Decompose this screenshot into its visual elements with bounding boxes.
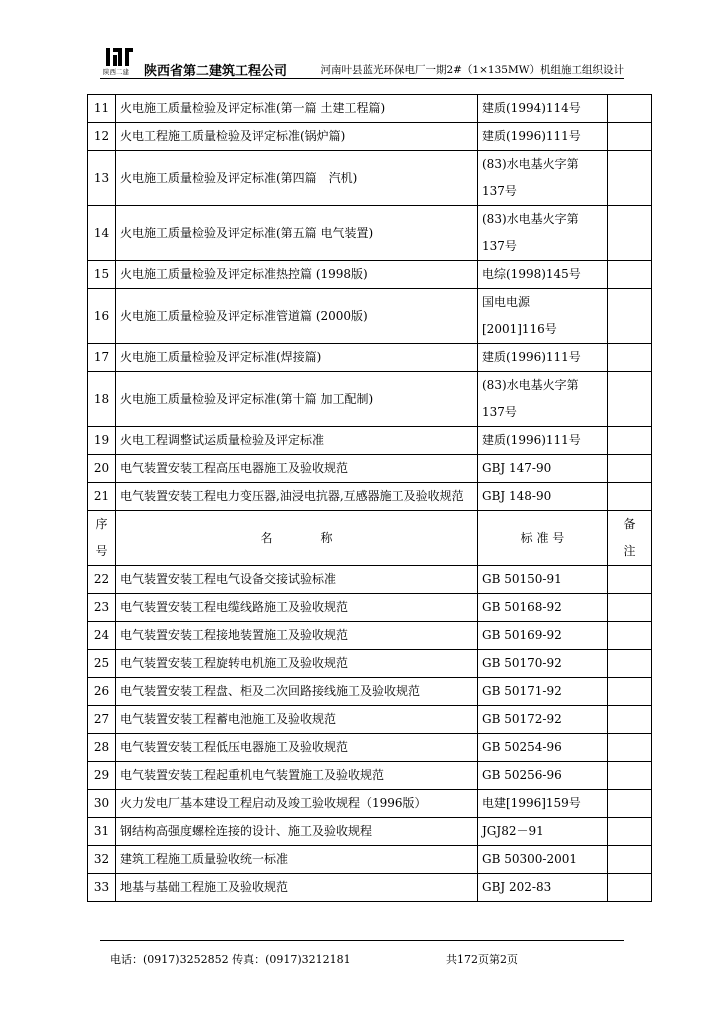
standard-code: GB 50169-92 bbox=[478, 622, 608, 650]
table-row bbox=[88, 261, 652, 289]
standard-code: 国电电源 [2001]116号 bbox=[478, 289, 608, 344]
standard-name: 建筑工程施工质量验收统一标准 bbox=[116, 846, 478, 874]
row-number: 11 bbox=[88, 95, 116, 123]
table-row bbox=[88, 455, 652, 483]
company-logo bbox=[102, 46, 138, 76]
standard-code: 建质(1994)114号 bbox=[478, 95, 608, 123]
standard-name: 电气装置安装工程电气设备交接试验标准 bbox=[116, 566, 478, 594]
remark-cell bbox=[608, 706, 652, 734]
footer-page-number: 共172页第2页 bbox=[446, 953, 518, 966]
table-row bbox=[88, 678, 652, 706]
standard-code: GB 50171-92 bbox=[478, 678, 608, 706]
standard-code: JGJ82－91 bbox=[478, 818, 608, 846]
remark-cell bbox=[608, 261, 652, 289]
standard-name: 电气装置安装工程蓄电池施工及验收规范 bbox=[116, 706, 478, 734]
standard-name: 电气装置安装工程电力变压器,油浸电抗器,互感器施工及验收规范 bbox=[116, 483, 478, 511]
standard-name: 火电工程施工质量检验及评定标准(锅炉篇) bbox=[116, 123, 478, 151]
row-number: 32 bbox=[88, 846, 116, 874]
standard-code: GBJ 147-90 bbox=[478, 455, 608, 483]
standard-code: 建质(1996)111号 bbox=[478, 344, 608, 372]
standard-code: 建质(1996)111号 bbox=[478, 427, 608, 455]
standard-name: 火电施工质量检验及评定标准(第十篇 加工配制) bbox=[116, 372, 478, 427]
remark-cell bbox=[608, 734, 652, 762]
header-std: 标 准 号 bbox=[478, 511, 608, 566]
standard-name: 火电施工质量检验及评定标准管道篇 (2000版) bbox=[116, 289, 478, 344]
row-number: 21 bbox=[88, 483, 116, 511]
table-row bbox=[88, 151, 652, 206]
remark-cell bbox=[608, 594, 652, 622]
table-row bbox=[88, 427, 652, 455]
remark-cell bbox=[608, 151, 652, 206]
standard-name: 火力发电厂基本建设工程启动及竣工验收规程（1996版） bbox=[116, 790, 478, 818]
table-row bbox=[88, 790, 652, 818]
standard-name: 火电施工质量检验及评定标准(第五篇 电气装置) bbox=[116, 206, 478, 261]
row-number: 12 bbox=[88, 123, 116, 151]
standard-name: 火电施工质量检验及评定标准(第一篇 土建工程篇) bbox=[116, 95, 478, 123]
standard-code: (83)水电基火字第 137号 bbox=[478, 206, 608, 261]
row-number: 18 bbox=[88, 372, 116, 427]
standard-name: 火电工程调整试运质量检验及评定标准 bbox=[116, 427, 478, 455]
table-row bbox=[88, 622, 652, 650]
standard-name: 电气装置安装工程旋转电机施工及验收规范 bbox=[116, 650, 478, 678]
remark-cell bbox=[608, 344, 652, 372]
table-header-row bbox=[88, 511, 652, 566]
company-name: 陕西省第二建筑工程公司 bbox=[144, 64, 288, 79]
table-row bbox=[88, 650, 652, 678]
standard-name: 电气装置安装工程电缆线路施工及验收规范 bbox=[116, 594, 478, 622]
remark-cell bbox=[608, 874, 652, 902]
row-number: 19 bbox=[88, 427, 116, 455]
row-number: 28 bbox=[88, 734, 116, 762]
remark-cell bbox=[608, 289, 652, 344]
row-number: 31 bbox=[88, 818, 116, 846]
remark-cell bbox=[608, 678, 652, 706]
remark-cell bbox=[608, 650, 652, 678]
table-row bbox=[88, 123, 652, 151]
remark-cell bbox=[608, 846, 652, 874]
row-number: 16 bbox=[88, 289, 116, 344]
standard-code: (83)水电基火字第 137号 bbox=[478, 372, 608, 427]
footer-rule bbox=[100, 940, 624, 941]
logo-text: 陕西二建 bbox=[103, 68, 129, 76]
standard-name: 钢结构高强度螺栓连接的设计、施工及验收规程 bbox=[116, 818, 478, 846]
standard-code: GB 50172-92 bbox=[478, 706, 608, 734]
standard-name: 电气装置安装工程接地装置施工及验收规范 bbox=[116, 622, 478, 650]
standard-name: 电气装置安装工程低压电器施工及验收规范 bbox=[116, 734, 478, 762]
row-number: 17 bbox=[88, 344, 116, 372]
remark-cell bbox=[608, 566, 652, 594]
standards-table bbox=[87, 94, 652, 902]
remark-cell bbox=[608, 622, 652, 650]
table-row bbox=[88, 874, 652, 902]
standard-code: 建质(1996)111号 bbox=[478, 123, 608, 151]
standards-rows-part-1 bbox=[88, 95, 652, 511]
standard-name: 电气装置安装工程盘、柜及二次回路接线施工及验收规范 bbox=[116, 678, 478, 706]
table-row bbox=[88, 818, 652, 846]
table-row bbox=[88, 762, 652, 790]
row-number: 29 bbox=[88, 762, 116, 790]
table-row bbox=[88, 566, 652, 594]
row-number: 15 bbox=[88, 261, 116, 289]
remark-cell bbox=[608, 206, 652, 261]
page-header bbox=[100, 42, 624, 78]
table-row bbox=[88, 846, 652, 874]
remark-cell bbox=[608, 427, 652, 455]
table-row bbox=[88, 706, 652, 734]
standard-name: 火电施工质量检验及评定标准(焊接篇) bbox=[116, 344, 478, 372]
standard-name: 地基与基础工程施工及验收规范 bbox=[116, 874, 478, 902]
project-title: 河南叶县蓝光环保电厂一期2#（1×135MW）机组施工组织设计 bbox=[320, 64, 624, 76]
standard-code: GB 50254-96 bbox=[478, 734, 608, 762]
row-number: 24 bbox=[88, 622, 116, 650]
standard-code: 电综(1998)145号 bbox=[478, 261, 608, 289]
table-row bbox=[88, 344, 652, 372]
table-row bbox=[88, 206, 652, 261]
row-number: 30 bbox=[88, 790, 116, 818]
row-number: 23 bbox=[88, 594, 116, 622]
header-name: 名 称 bbox=[116, 511, 478, 566]
standard-code: GBJ 148-90 bbox=[478, 483, 608, 511]
header-rule bbox=[100, 78, 624, 79]
table-row bbox=[88, 372, 652, 427]
remark-cell bbox=[608, 483, 652, 511]
row-number: 33 bbox=[88, 874, 116, 902]
remark-cell bbox=[608, 762, 652, 790]
standard-code: GB 50256-96 bbox=[478, 762, 608, 790]
standard-name: 电气装置安装工程高压电器施工及验收规范 bbox=[116, 455, 478, 483]
remark-cell bbox=[608, 123, 652, 151]
remark-cell bbox=[608, 455, 652, 483]
standard-code: GB 50300-2001 bbox=[478, 846, 608, 874]
standard-name: 电气装置安装工程起重机电气装置施工及验收规范 bbox=[116, 762, 478, 790]
remark-cell bbox=[608, 818, 652, 846]
standard-code: GB 50150-91 bbox=[478, 566, 608, 594]
standard-name: 火电施工质量检验及评定标准热控篇 (1998版) bbox=[116, 261, 478, 289]
remark-cell bbox=[608, 372, 652, 427]
standard-name: 火电施工质量检验及评定标准(第四篇 汽机) bbox=[116, 151, 478, 206]
row-number: 26 bbox=[88, 678, 116, 706]
table-row bbox=[88, 594, 652, 622]
standard-code: GB 50170-92 bbox=[478, 650, 608, 678]
row-number: 20 bbox=[88, 455, 116, 483]
table-row bbox=[88, 734, 652, 762]
standard-code: GB 50168-92 bbox=[478, 594, 608, 622]
header-note: 备 注 bbox=[608, 511, 652, 566]
table-head-repeat bbox=[88, 511, 652, 566]
footer-contact: 电话：(0917)3252852 传真：(0917)3212181 bbox=[110, 953, 351, 966]
remark-cell bbox=[608, 790, 652, 818]
table-row bbox=[88, 95, 652, 123]
standard-code: (83)水电基火字第 137号 bbox=[478, 151, 608, 206]
standard-code: 电建[1996]159号 bbox=[478, 790, 608, 818]
row-number: 25 bbox=[88, 650, 116, 678]
remark-cell bbox=[608, 95, 652, 123]
row-number: 22 bbox=[88, 566, 116, 594]
table-row bbox=[88, 289, 652, 344]
standard-code: GBJ 202-83 bbox=[478, 874, 608, 902]
header-no: 序 号 bbox=[88, 511, 116, 566]
standards-rows-part-2 bbox=[88, 566, 652, 902]
row-number: 13 bbox=[88, 151, 116, 206]
table-row bbox=[88, 483, 652, 511]
row-number: 14 bbox=[88, 206, 116, 261]
row-number: 27 bbox=[88, 706, 116, 734]
